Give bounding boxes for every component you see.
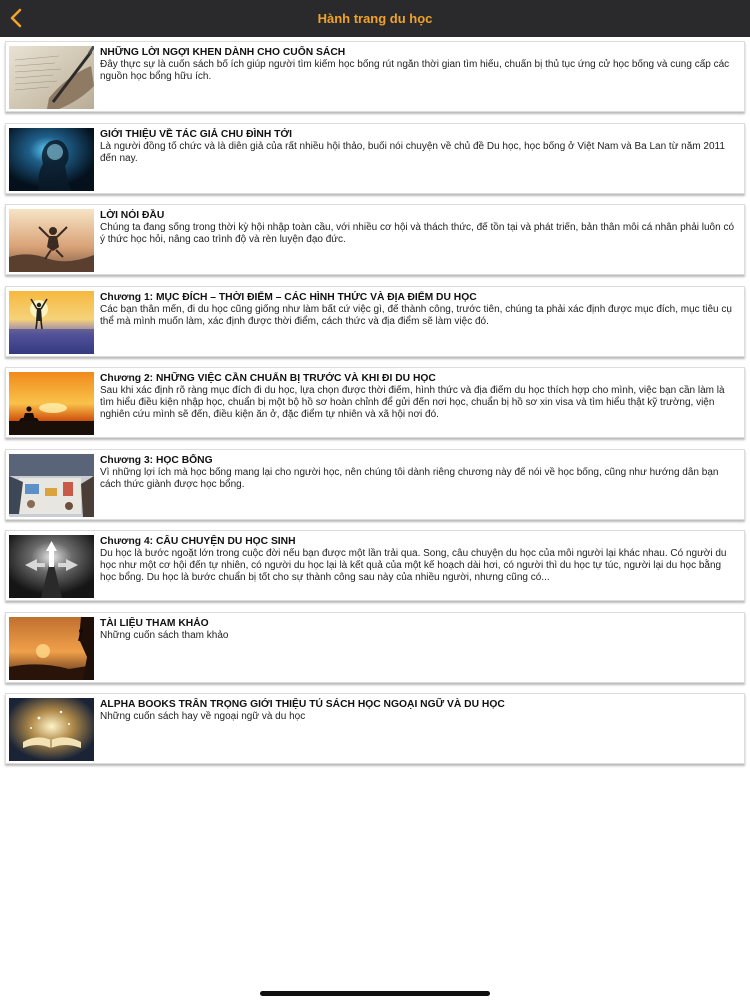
item-description: Chúng ta đang sống trong thời kỳ hội nhập toàn cầu, với nhiều cơ hội và thách thức, để tồn tại và phát triển, bản thân mỗi cá nhân phải luôn có ý thức học hỏi, nâng cao trình độ và rèn luyện đạo đức. — [100, 222, 735, 245]
item-description: Là người đồng tổ chức và là diễn giả của rất nhiều hội thảo, buổi nói chuyện về chủ đề Du học, học bổng ở Việt Nam và Ba Lan từ năm 2011 đến nay. — [100, 140, 725, 164]
list-item[interactable] — [5, 41, 745, 112]
cliff-climber-image — [9, 617, 94, 680]
item-title: Chương 2: NHỮNG VIỆC CẦN CHUẨN BỊ TRƯỚC VÀ KHI ĐI DU HỌC — [100, 373, 436, 384]
item-description: Vì những lợi ích mà học bổng mang lại cho người học, nên chúng tôi dành riêng chương này để nói về học bổng, cũng như hướng dẫn bạn cách thức giành được học bổng. — [100, 466, 719, 490]
home-indicator[interactable] — [260, 991, 490, 996]
jumping-person-image — [9, 209, 94, 272]
page-title: Hành trang du học — [317, 11, 433, 26]
item-title: ALPHA BOOKS TRÂN TRỌNG GIỚI THIỆU TỦ SÁCH HỌC NGOẠI NGỮ VÀ DU HỌC — [100, 699, 505, 710]
item-title: Chương 1: MỤC ĐÍCH – THỜI ĐIỂM – CÁC HÌNH THỨC VÀ ĐỊA ĐIỂM DU HỌC — [100, 291, 477, 303]
item-title: NHỮNG LỜI NGỢI KHEN DÀNH CHO CUỐN SÁCH — [100, 47, 346, 58]
list-item[interactable] — [5, 123, 745, 194]
list-item[interactable] — [5, 204, 745, 275]
list-item[interactable] — [5, 367, 745, 438]
item-description: Các bạn thân mến, đi du học cũng giống như làm bất cứ việc gì, để thành công, trước tiên, chúng ta phải xác định được mục đích, mục tiêu cụ thể mà mình muốn làm, xác định được thời điểm, cách thức và địa điểm sẽ làm việc đó. — [100, 303, 732, 327]
item-description: Những cuốn sách tham khảo — [100, 629, 229, 641]
meditation-sunset-image — [9, 372, 94, 435]
item-title: Chương 4: CÂU CHUYỆN DU HỌC SINH — [100, 536, 296, 547]
list-item[interactable] — [5, 530, 745, 601]
sunrise-arms-up-image — [9, 291, 94, 354]
navigation-bar — [0, 0, 750, 37]
team-meeting-image — [9, 454, 94, 517]
item-description: Du học là bước ngoặt lớn trong cuộc đời nếu bạn được một lần trải qua. Song, câu chuyện du học của mỗi người lại khác nhau. Có người du học như một cơ hội đến tự nhiên, có người du học lại là kết quả của một kế hoạch dài hơi, có người thì du học tự túc, người lại du học bằng học bổng. Du học là bước chuẩn bị tốt cho sự thành công sau này của nhiều người, nhưng cũng có... — [100, 548, 727, 583]
item-title: Chương 3: HỌC BỔNG — [100, 454, 213, 466]
list-item[interactable] — [5, 286, 745, 357]
glowing-head-image — [9, 128, 94, 191]
list-item[interactable] — [5, 612, 745, 683]
item-title: LỜI NÓI ĐẦU — [100, 210, 165, 221]
item-description: Đây thực sự là cuốn sách bổ ích giúp người tìm kiếm học bổng rút ngắn thời gian tìm hiểu, chuẩn bị thủ tục ứng cử học bổng và cung cấp các nguồn học bổng hữu ích. — [100, 59, 730, 82]
item-title: GIỚI THIỆU VỀ TÁC GIẢ CHU ĐÌNH TỚI — [100, 128, 293, 140]
list-item[interactable] — [5, 449, 745, 520]
writing-hand-image — [9, 46, 94, 109]
item-description: Những cuốn sách hay về ngoại ngữ và du học — [100, 711, 306, 722]
list-item[interactable] — [5, 693, 745, 764]
road-arrows-image — [9, 535, 94, 598]
chapter-list — [5, 41, 745, 775]
item-description: Sau khi xác định rõ ràng mục đích đi du học, lựa chọn được thời điểm, hình thức và địa điểm du học thích hợp cho mình, việc bạn cần làm là tìm hiểu điều kiện nhập học, chuẩn bị một bộ hồ sơ hoàn chỉnh để gửi đến nơi học, chuẩn bị hồ sơ xin visa và tìm hiểu thật kỹ trường, viện nghiên cứu mình sẽ đến, điều kiện ăn ở, đặc điểm tự nhiên và xã hội nơi đó. — [100, 385, 725, 420]
glowing-book-image — [9, 698, 94, 761]
item-title: TÀI LIỆU THAM KHẢO — [100, 617, 209, 629]
